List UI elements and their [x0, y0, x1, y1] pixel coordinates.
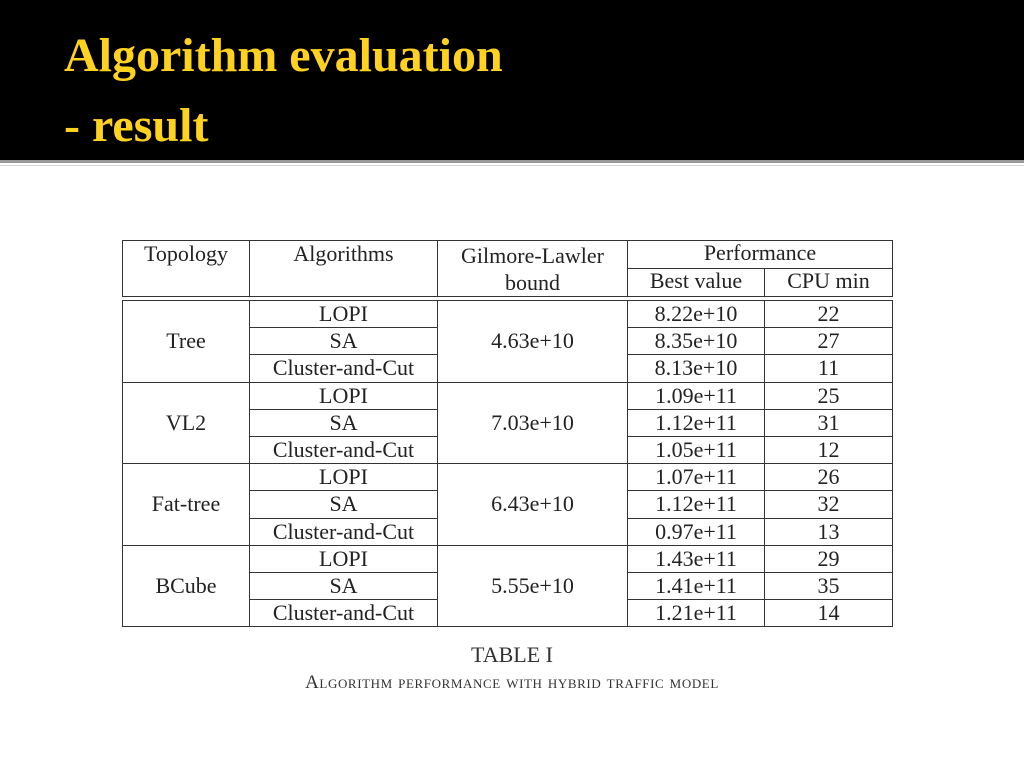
title-divider-light	[0, 165, 1024, 166]
cpu-min-cell: 12	[765, 436, 893, 463]
table-caption-number: TABLE I	[471, 642, 553, 667]
bound-cell: 5.55e+10	[438, 545, 628, 627]
cpu-min-cell: 29	[765, 545, 893, 572]
algorithm-cell: LOPI	[250, 545, 438, 572]
table-row	[123, 545, 893, 572]
title-divider	[0, 160, 1024, 163]
header-cpu-min: CPU min	[765, 269, 893, 297]
cpu-min-cell: 26	[765, 464, 893, 491]
algorithm-cell: SA	[250, 409, 438, 436]
algorithm-cell: LOPI	[250, 382, 438, 409]
best-value-cell: 1.12e+11	[628, 491, 765, 518]
header-bound: Gilmore-Lawler bound	[438, 241, 628, 297]
algorithm-cell: SA	[250, 491, 438, 518]
best-value-cell: 0.97e+11	[628, 518, 765, 545]
best-value-cell: 1.07e+11	[628, 464, 765, 491]
cpu-min-cell: 35	[765, 572, 893, 599]
algorithm-cell: SA	[250, 572, 438, 599]
topology-cell: BCube	[123, 545, 250, 627]
algorithm-cell: Cluster-and-Cut	[250, 355, 438, 382]
cpu-min-cell: 25	[765, 382, 893, 409]
cpu-min-cell: 11	[765, 355, 893, 382]
algorithm-cell: Cluster-and-Cut	[250, 436, 438, 463]
best-value-cell: 1.09e+11	[628, 382, 765, 409]
best-value-cell: 8.35e+10	[628, 328, 765, 355]
algorithm-cell: Cluster-and-Cut	[250, 518, 438, 545]
bound-cell: 4.63e+10	[438, 301, 628, 383]
best-value-cell: 1.12e+11	[628, 409, 765, 436]
table-row	[123, 301, 893, 328]
topology-cell: Fat-tree	[123, 464, 250, 546]
results-table	[122, 300, 893, 627]
algorithm-cell: LOPI	[250, 301, 438, 328]
header-topology: Topology	[123, 241, 250, 297]
table-header	[122, 240, 893, 297]
best-value-cell: 8.22e+10	[628, 301, 765, 328]
best-value-cell: 8.13e+10	[628, 355, 765, 382]
algorithm-cell: Cluster-and-Cut	[250, 600, 438, 627]
cpu-min-cell: 32	[765, 491, 893, 518]
header-algorithms: Algorithms	[250, 241, 438, 297]
bound-cell: 6.43e+10	[438, 464, 628, 546]
slide-title-line-1: Algorithm evaluation	[64, 29, 503, 82]
header-performance: Performance	[628, 241, 893, 269]
best-value-cell: 1.05e+11	[628, 436, 765, 463]
cpu-min-cell: 22	[765, 301, 893, 328]
best-value-cell: 1.41e+11	[628, 572, 765, 599]
topology-cell: VL2	[123, 382, 250, 464]
algorithm-cell: LOPI	[250, 464, 438, 491]
table-row	[123, 382, 893, 409]
cpu-min-cell: 13	[765, 518, 893, 545]
header-best-value: Best value	[628, 269, 765, 297]
cpu-min-cell: 31	[765, 409, 893, 436]
bound-cell: 7.03e+10	[438, 382, 628, 464]
best-value-cell: 1.43e+11	[628, 545, 765, 572]
slide-title-line-2: - result	[64, 99, 209, 152]
topology-cell: Tree	[123, 301, 250, 383]
algorithm-cell: SA	[250, 328, 438, 355]
cpu-min-cell: 27	[765, 328, 893, 355]
best-value-cell: 1.21e+11	[628, 600, 765, 627]
table-caption: Algorithm performance with hybrid traffic model	[305, 672, 719, 693]
table-row	[123, 464, 893, 491]
title-band	[0, 0, 1024, 160]
cpu-min-cell: 14	[765, 600, 893, 627]
